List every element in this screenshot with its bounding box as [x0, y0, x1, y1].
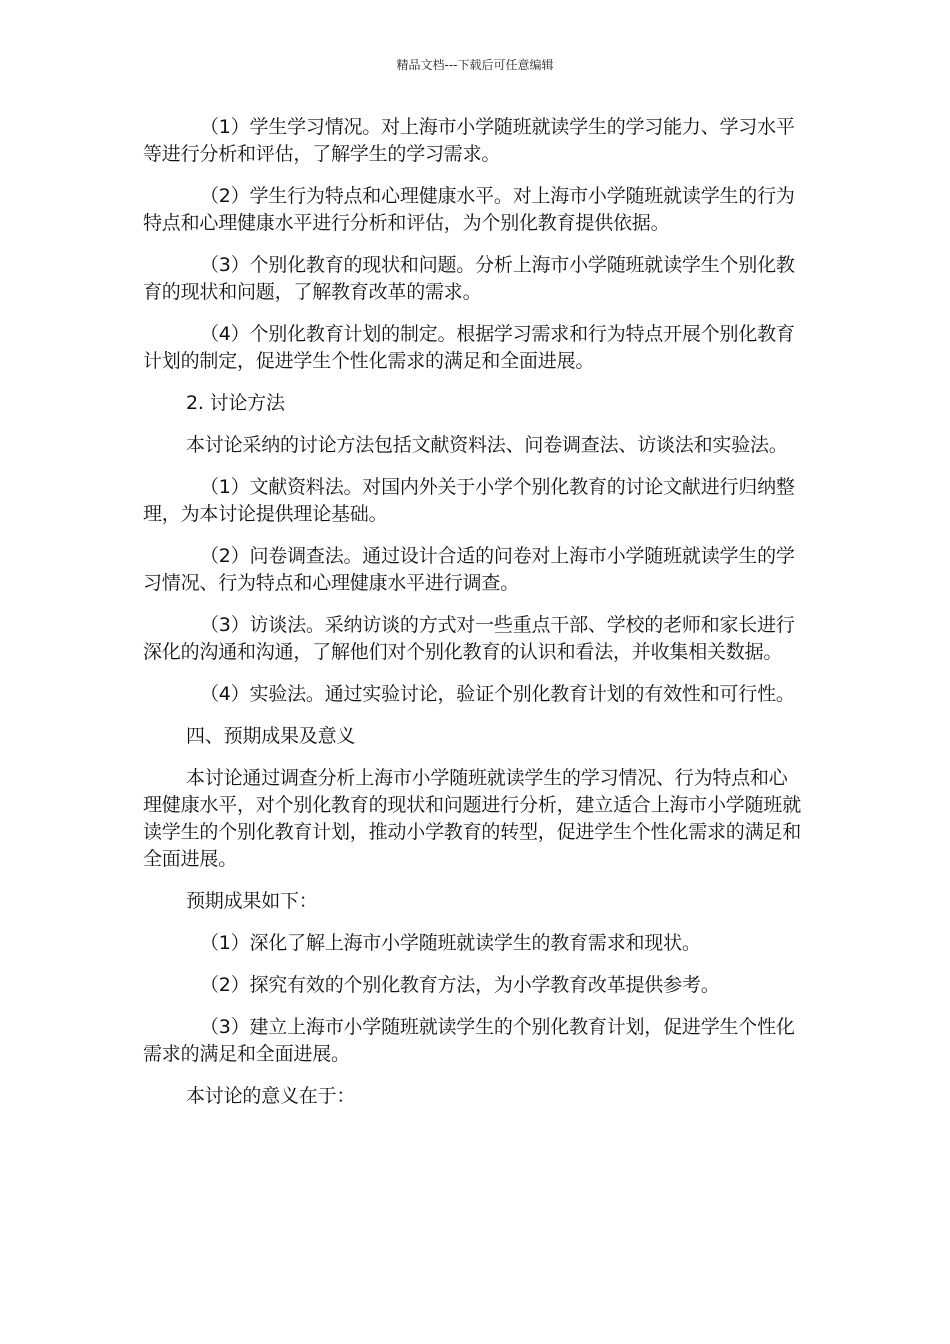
paragraph-outcome-1: （1）深化了解上海市小学随班就读学生的教育需求和现状。	[200, 932, 701, 954]
paragraph-outcomes-intro: 预期成果如下：	[186, 890, 318, 912]
paragraph-experiment-method: （4）实验法。通过实验讨论，验证个别化教育计划的有效性和可行性。	[200, 683, 795, 705]
paragraph-significance-intro: 本讨论的意义在于：	[186, 1085, 356, 1107]
paragraph-outcome-2: （2）探究有效的个别化教育方法，为小学教育改革提供参考。	[200, 974, 720, 996]
paragraph-literature-method: （1）文献资料法。对国内外关于小学个别化教育的讨论文献进行归纳整理，为本讨论提供理论基础。	[143, 476, 795, 525]
paragraph-outcome-3: （3）建立上海市小学随班就读学生的个别化教育计划，促进学生个性化需求的满足和全面进展。	[143, 1016, 795, 1065]
paragraph-questionnaire-method: （2）问卷调查法。通过设计合适的问卷对上海市小学随班就读学生的学习情况、行为特点和心理健康水平进行调查。	[143, 545, 795, 594]
paragraph-outcomes-summary: 本讨论通过调查分析上海市小学随班就读学生的学习情况、行为特点和心理健康水平，对个别化教育的现状和问题进行分析，建立适合上海市小学随班就读学生的个别化教育计划，推动小学教育的转型，促进学生个性化需求的满足和全面进展。	[143, 767, 802, 870]
paragraph-interview-method: （3）访谈法。采纳访谈的方式对一些重点干部、学校的老师和家长进行深化的沟通和沟通，了解他们对个别化教育的认识和看法，并收集相关数据。	[143, 614, 795, 663]
paragraph-methods-intro: 本讨论采纳的讨论方法包括文献资料法、问卷调查法、访谈法和实验法。	[186, 434, 788, 456]
paragraph-status-problems: （3）个别化教育的现状和问题。分析上海市小学随班就读学生个别化教育的现状和问题，了解教育改革的需求。	[143, 254, 795, 303]
paragraph-study-situation: （1）学生学习情况。对上海市小学随班就读学生的学习能力、学习水平等进行分析和评估，了解学生的学习需求。	[143, 116, 795, 165]
paragraph-behavior-health: （2）学生行为特点和心理健康水平。对上海市小学随班就读学生的行为特点和心理健康水平进行分析和评估，为个别化教育提供依据。	[143, 185, 795, 234]
page-header: 精品文档---下载后可任意编辑	[396, 58, 554, 72]
section-heading-outcomes: 四、预期成果及意义	[186, 725, 356, 747]
document-body	[143, 114, 805, 1125]
paragraph-plan-formulation: （4）个别化教育计划的制定。根据学习需求和行为特点开展个别化教育计划的制定，促进学生个性化需求的满足和全面进展。	[143, 323, 795, 372]
section-heading-methods: 2. 讨论方法	[186, 392, 285, 414]
